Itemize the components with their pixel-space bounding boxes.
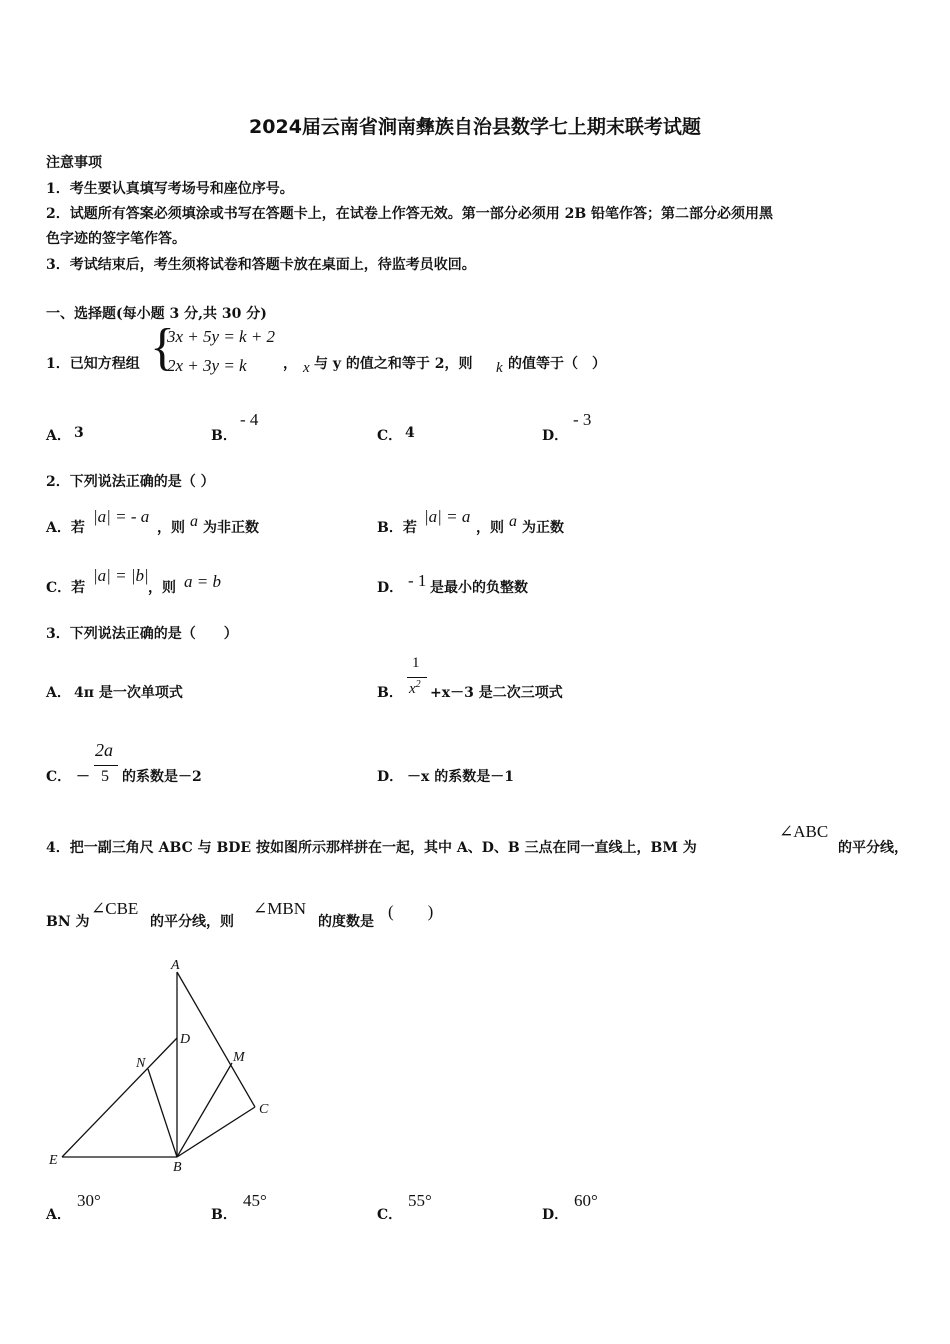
q1-option-a-label: A． [46,428,71,444]
q4-paren: ( ) [388,902,434,921]
q1-option-c-value: 4 [405,425,415,441]
q2-option-a-tail: 为非正数 [203,520,259,536]
q4-option-c-value: 55° [408,1191,432,1210]
q3-option-b-tail: +x－3 是二次三项式 [430,685,563,701]
q4-option-d-value: 60° [574,1191,598,1210]
q2-option-a-math: |a| = - a [93,507,150,526]
q3-option-c-minus: － [76,769,90,785]
q2-option-a-mid: ，则 [157,520,185,536]
q3-option-c-numerator: 2a [95,740,113,760]
point-label-c: C [259,1102,269,1117]
q3-option-d-label: D． [377,769,404,785]
q4-option-b-value: 45° [243,1191,267,1210]
q4-option-a-label: A． [46,1207,71,1223]
q2-option-c-mid: ，则 [148,580,176,596]
point-label-m: M [233,1050,245,1065]
page-title: 2024届云南省涧南彝族自治县数学七上期末联考试题 [249,116,701,138]
q3-option-a-text: 4π 是一次单项式 [74,685,183,701]
q4-option-c-label: C． [377,1207,403,1223]
q4-option-a-value: 30° [77,1191,101,1210]
q3-option-c-denominator: 5 [101,768,109,785]
q2-option-c-math2: a = b [184,572,221,591]
q3-option-b-label: B． [377,685,403,701]
q4-option-d-label: D． [542,1207,569,1223]
fraction-bar [94,765,118,766]
notice-item: 2．试题所有答案必须填涂或书写在答题卡上，在试卷上作答无效。第一部分必须用 2B 铅笔作答；第二部分必须用黑 [46,206,774,222]
point-label-n: N [136,1056,146,1071]
q4-line1-suffix: 的平分线， [838,840,908,856]
q1-suffix: 的值等于（ ） [508,356,606,372]
segment-bn [148,1069,177,1157]
q1-option-b-label: B． [211,428,237,444]
system-brace: { [150,319,175,376]
q2-option-d-math: - 1 [408,571,427,590]
q3-option-b-denominator: $x^2$ [409,679,421,697]
q4-option-b-label: B． [211,1207,237,1223]
q2-option-a-var: a [190,513,198,530]
q1-option-d-value: - 3 [573,410,592,429]
segment-bc [177,1107,255,1157]
q2-option-a-label: A．若 [46,520,85,536]
point-label-a: A [171,958,180,973]
q4-line1-prefix: 4．把一副三角尺 ABC 与 BDE 按如图所示那样拼在一起，其中 A、D、B 三点在同一直线上，BM 为 [46,840,697,856]
q3-option-c-tail: 的系数是－2 [122,769,202,785]
q2-stem: 2．下列说法正确的是（ ） [46,474,215,490]
triangle-figure [40,950,290,1185]
q2-option-b-mid: ，则 [476,520,504,536]
q2-option-d-label: D． [377,580,404,596]
notice-item: 3．考试结束后，考生须将试卷和答题卡放在桌面上，待监考员收回。 [46,257,476,273]
q4-line2-suffix: 的度数是 [318,914,374,930]
q1-var-x: x [303,360,310,376]
q2-option-c-math: |a| = |b| [93,566,149,585]
q2-option-d-tail: 是最小的负整数 [430,580,528,596]
q3-option-b-numerator: 1 [412,655,420,671]
section-heading: 一、选择题(每小题 3 分,共 30 分) [46,306,267,322]
q4-line2-mid: 的平分线，则 [150,914,234,930]
notice-item: 1．考生要认真填写考场号和座位序号。 [46,181,294,197]
fraction-bar [407,677,427,678]
q3-option-c-label: C． [46,769,72,785]
q1-option-c-label: C． [377,428,403,444]
q2-option-b-var: a [509,513,517,530]
q1-prefix: 1．已知方程组 [46,356,140,372]
q2-option-b-math: |a| = a [424,507,471,526]
segment-bm [177,1063,232,1157]
q1-option-d-label: D． [542,428,569,444]
point-label-b: B [173,1160,182,1175]
q1-option-b-value: - 4 [240,410,259,429]
q1-comma: ， [283,356,297,372]
q3-stem: 3．下列说法正确的是（ ） [46,626,238,642]
notice-heading: 注意事项 [46,155,102,171]
point-label-d: D [180,1032,191,1047]
q4-angle-cbe: ∠CBE [91,899,139,918]
q1-middle: 与 y 的值之和等于 2，则 [314,356,473,372]
q3-option-d-text: －x 的系数是－1 [407,769,514,785]
q2-option-c-label: C．若 [46,580,86,596]
q3-option-a-label: A． [46,685,71,701]
notice-item: 色字迹的签字笔作答。 [46,231,186,247]
q1-option-a-value: 3 [74,425,84,441]
q4-line2-prefix: BN 为 [46,914,90,930]
q2-option-b-tail: 为正数 [522,520,564,536]
q4-angle-abc: ∠ABC [779,822,829,841]
segment-ed [62,1038,177,1157]
q1-equation-2: 2x + 3y = k [167,356,247,375]
q1-var-k: k [496,360,503,376]
q2-option-b-label: B．若 [377,520,417,536]
q4-angle-mbn: ∠MBN [253,899,306,918]
q1-equation-1: 3x + 5y = k + 2 [167,327,276,346]
point-label-e: E [49,1153,58,1168]
